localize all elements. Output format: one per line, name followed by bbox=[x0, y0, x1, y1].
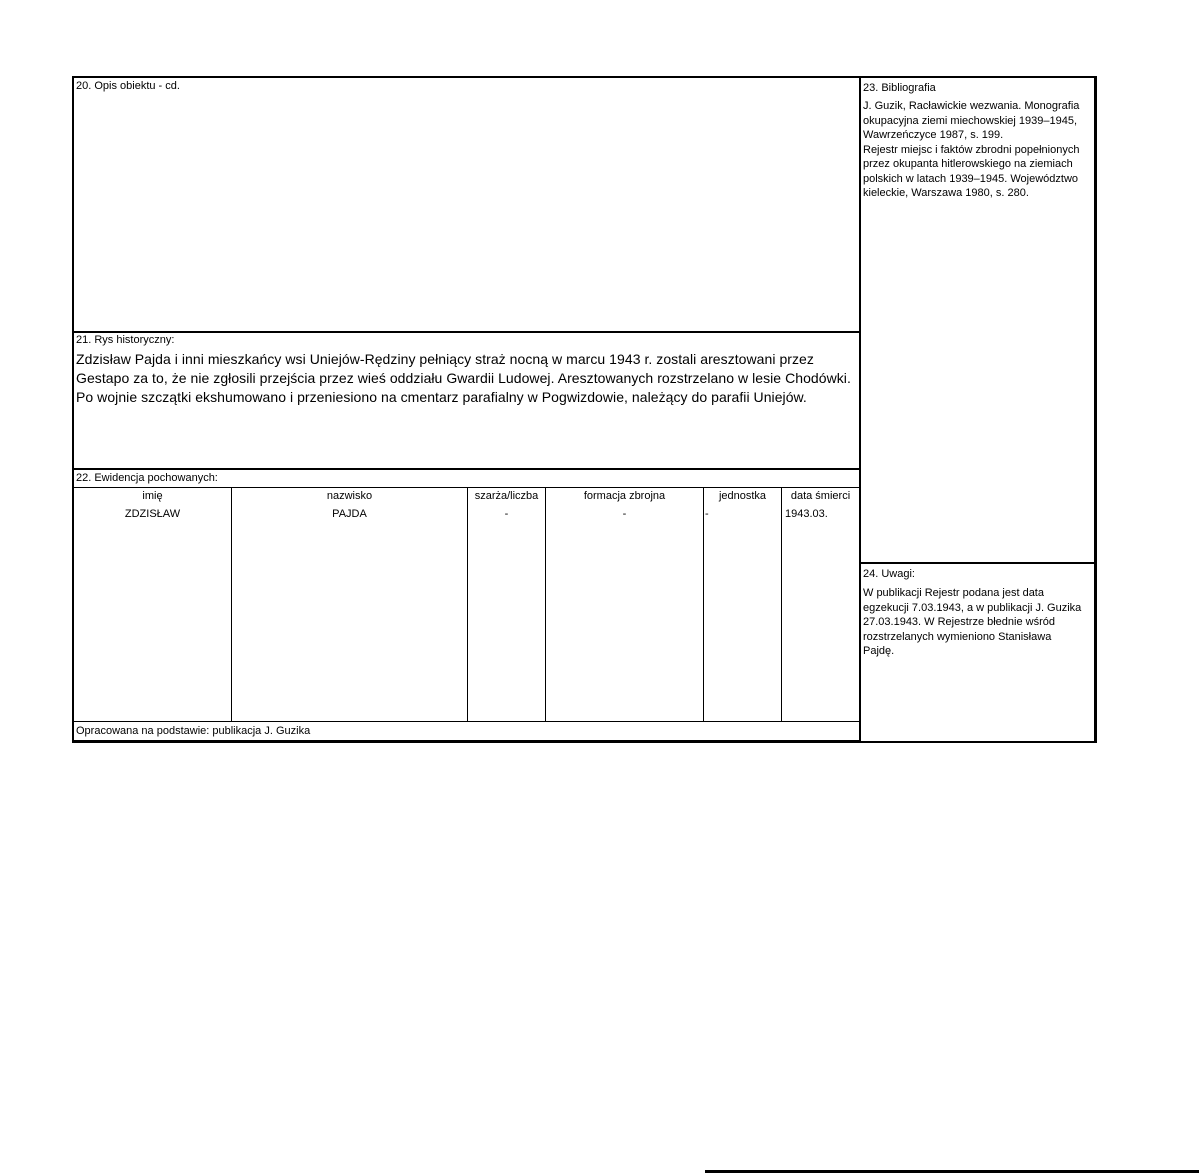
notes-line: 27.03.1943. W Rejestrze błednie wśród bbox=[863, 616, 1055, 628]
burials-label: 22. Ewidencja pochowanych: bbox=[76, 472, 218, 484]
notes-line: Pajdę. bbox=[863, 645, 895, 657]
cell-death-date: 1943.03. bbox=[785, 508, 1199, 1173]
notes-label: 24. Uwagi: bbox=[863, 568, 915, 580]
header-surname: nazwisko bbox=[326, 490, 373, 502]
history-label: 21. Rys historyczny: bbox=[76, 334, 175, 346]
column-death-date bbox=[782, 488, 859, 722]
column-rank bbox=[468, 488, 546, 722]
cell-unit: - bbox=[705, 508, 1199, 1173]
cell-surname: PAJDA bbox=[332, 508, 367, 520]
header-death-date: data śmierci bbox=[790, 490, 851, 502]
bibliography-line: przez okupanta hitlerowskiego na ziemiach bbox=[863, 158, 1073, 170]
cell-formation: - bbox=[622, 508, 627, 520]
left-panel bbox=[74, 78, 861, 743]
record-form bbox=[72, 76, 1097, 743]
notes-line: W publikacji Rejestr podana jest data bbox=[863, 587, 1044, 599]
header-formation: formacja zbrojna bbox=[583, 490, 666, 502]
notes-text bbox=[863, 586, 1093, 659]
bibliography-text bbox=[863, 99, 1093, 201]
bibliography-section bbox=[861, 78, 1094, 564]
notes-section bbox=[861, 564, 1094, 741]
cell-first-name: ZDZISŁAW bbox=[124, 508, 181, 520]
header-first-name: imię bbox=[142, 490, 163, 502]
bibliography-line: polskich w latach 1939–1945. Województwo bbox=[863, 172, 1079, 185]
column-unit bbox=[704, 488, 782, 722]
history-section bbox=[74, 333, 859, 470]
bibliography-line: Rejestr miejsc i faktów zbrodni popełnionych bbox=[863, 143, 1080, 156]
bibliography-line: kieleckie, Warszawa 1980, s. 280. bbox=[863, 187, 1029, 199]
header-rank: szarża/liczba bbox=[474, 490, 539, 502]
history-line: Zdzisław Pajda i inni mieszkańcy wsi Uniejów-Rędziny pełniący straż nocną w marcu 1943 r. zostali aresztowani przez bbox=[76, 351, 814, 367]
cell-rank: - bbox=[504, 508, 509, 520]
column-formation bbox=[546, 488, 704, 722]
right-panel bbox=[861, 78, 1094, 743]
burials-section-header bbox=[74, 470, 859, 488]
bibliography-line: J. Guzik, Racławickie wezwania. Monografia bbox=[863, 100, 1080, 112]
object-description-label: 20. Opis obiektu - cd. bbox=[76, 80, 180, 92]
source-note: Opracowana na podstawie: publikacja J. Guzika bbox=[76, 725, 311, 737]
history-line: Gestapo za to, że nie zgłosili przejścia przez wieś oddziału Gwardii Ludowej. Aresztowanych rozstrzelano w lesie Chodówki. bbox=[76, 370, 851, 386]
bibliography-label: 23. Bibliografia bbox=[863, 82, 936, 94]
history-text bbox=[76, 350, 856, 407]
column-first-name bbox=[74, 488, 232, 722]
bibliography-line: okupacyjna ziemi miechowskiej 1939–1945, bbox=[863, 114, 1078, 127]
header-unit: jednostka bbox=[718, 490, 767, 502]
column-surname bbox=[232, 488, 468, 722]
burials-table bbox=[74, 488, 859, 722]
notes-line: egzekucji 7.03.1943, a w publikacji J. Guzika bbox=[863, 601, 1082, 614]
object-description-section bbox=[74, 78, 859, 333]
bibliography-line: Wawrzeńczyce 1987, s. 199. bbox=[863, 129, 1004, 141]
notes-line: rozstrzelanych wymieniono Stanisława bbox=[863, 630, 1052, 643]
history-line: Po wojnie szczątki ekshumowano i przeniesiono na cmentarz parafialny w Pogwizdowie, należący do parafii Uniejów. bbox=[76, 389, 807, 405]
